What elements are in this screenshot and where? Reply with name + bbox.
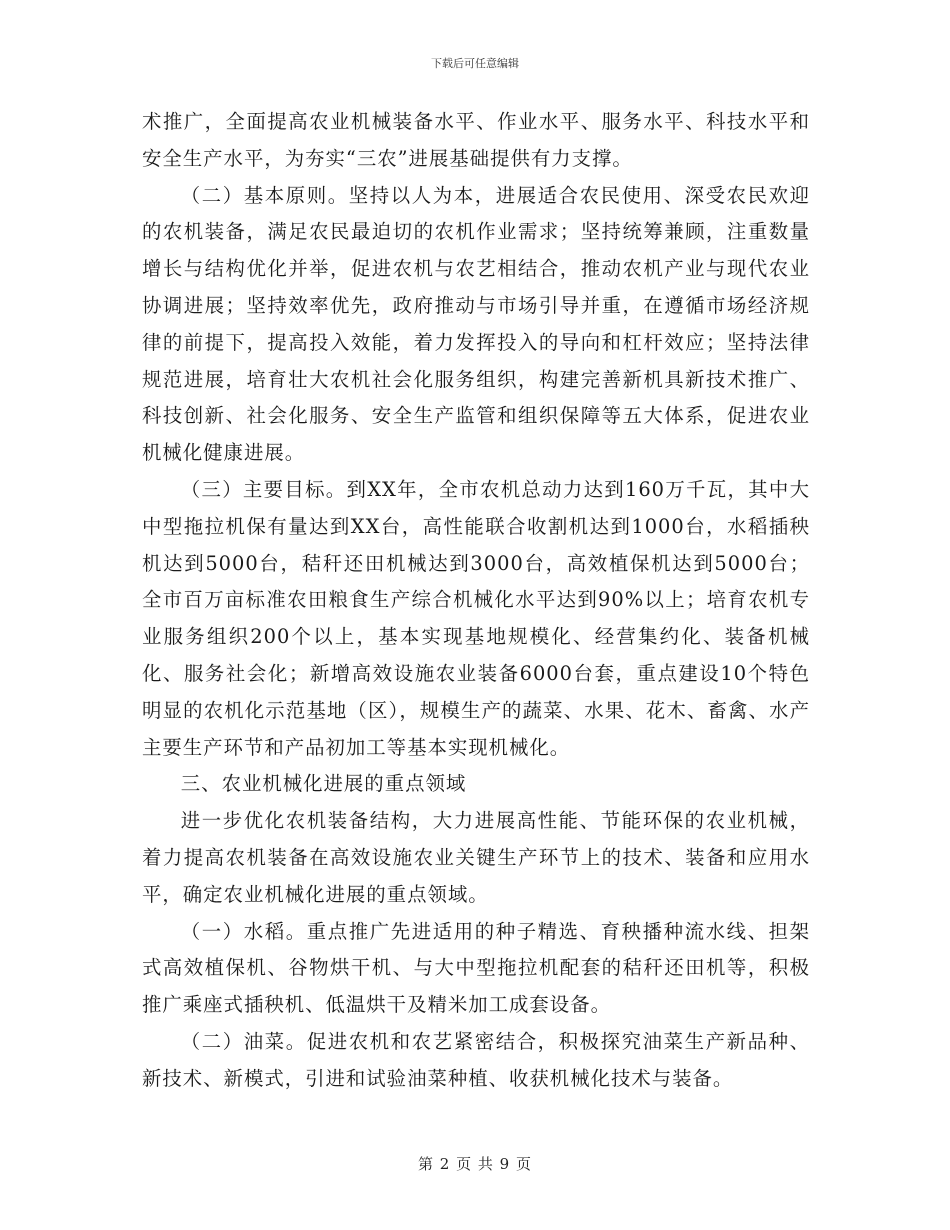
paragraph-key-areas-intro: 进一步优化农机装备结构，大力进展高性能、节能环保的农业机械，着力提高农机装备在高效设施农业关键生产环节上的技术、装备和应用水平，确定农业机械化进展的重点领域。 [142, 809, 810, 906]
paragraph-main-targets: （三）主要目标。到XX年，全市农机总动力达到160万千瓦，其中大中型拖拉机保有量达到XX台，高性能联合收割机达到1000台，水稻插秧机达到5000台，秸秆还田机械达到3000台，高效植保机达到5000台；全市百万亩标准农田粮食生产综合机械化水平达到90%以上；培育农机专业服务组织200个以上，基本实现基地规模化、经营集约化、装备机械化、服务社会化；新增高效设施农业装备6000台套，重点建设10个特色明显的农机化示范基地（区），规模生产的蔬菜、水果、花木、畜禽、水产主要生产环节和产品初加工等基本实现机械化。 [142, 477, 810, 759]
section-heading-key-areas: 三、农业机械化进展的重点领域 [180, 772, 467, 796]
paragraph-continuation: 术推广，全面提高农业机械装备水平、作业水平、服务水平、科技水平和安全生产水平，为夯实“三农”进展基础提供有力支撑。 [142, 110, 810, 170]
page-number-footer: 第 2 页 共 9 页 [418, 1155, 532, 1173]
paragraph-rapeseed: （二）油菜。促进农机和农艺紧密结合，积极探究油菜生产新品种、新技术、新模式，引进和试验油菜种植、收获机械化技术与装备。 [142, 1029, 810, 1090]
page-header: 下载后可任意编辑 [431, 57, 519, 70]
document-body [142, 104, 810, 1098]
paragraph-basic-principles: （二）基本原则。坚持以人为本，进展适合农民使用、深受农民欢迎的农机装备，满足农民最迫切的农机作业需求；坚持统筹兼顾，注重数量增长与结构优化并举，促进农机与农艺相结合，推动农机产业与现代农业协调进展；坚持效率优先，政府推动与市场引导并重，在遵循市场经济规律的前提下，提高投入效能，着力发挥投入的导向和杠杆效应；坚持法律规范进展，培育壮大农机社会化服务组织，构建完善新机具新技术推广、科技创新、社会化服务、安全生产监管和组织保障等五大体系，促进农业机械化健康进展。 [142, 183, 810, 465]
paragraph-rice: （一）水稻。重点推广先进适用的种子精选、育秧播种流水线、担架式高效植保机、谷物烘干机、与大中型拖拉机配套的秸秆还田机等，积极推广乘座式插秧机、低温烘干及精米加工成套设备。 [142, 919, 810, 1017]
